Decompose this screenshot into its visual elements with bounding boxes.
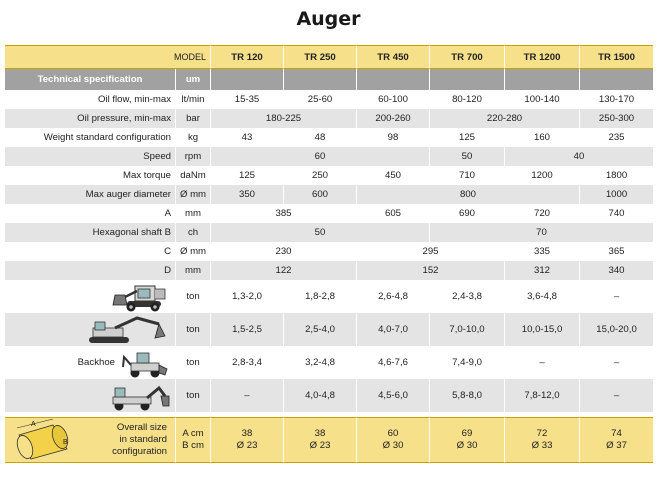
size-b: Ø 37 <box>606 440 627 451</box>
cell-value: 1,3-2,0 <box>210 280 283 313</box>
specification-table <box>5 45 653 463</box>
cell-value: 43 <box>210 128 283 147</box>
row-label: D <box>5 261 175 280</box>
row-unit: rpm <box>175 147 210 166</box>
cell-value: 130-170 <box>579 90 653 109</box>
size-a: 60 <box>387 428 399 439</box>
spec-header-row <box>5 69 653 90</box>
row-label: Max auger diameter <box>5 185 175 204</box>
cell-value: 122 <box>210 261 356 280</box>
size-cell <box>504 417 579 463</box>
cell-value: 1200 <box>504 166 579 185</box>
table-row-d <box>5 261 653 280</box>
table-row-max-torque <box>5 166 653 185</box>
size-cell <box>210 417 283 463</box>
size-b: Ø 23 <box>236 440 258 451</box>
cell-value: 235 <box>579 128 653 147</box>
cell-value: 690 <box>429 204 504 223</box>
model-tr-1500: TR 1500 <box>579 45 653 69</box>
cell-value: 340 <box>579 261 653 280</box>
cell-value: 250 <box>283 166 356 185</box>
cell-value: 100-140 <box>504 90 579 109</box>
table-row-skid-steer <box>5 280 653 313</box>
cell-value: 335 <box>504 242 579 261</box>
cell-value: 1,8-2,8 <box>283 280 356 313</box>
cell-value: – <box>579 280 653 313</box>
table-row-hexagonal-shaft <box>5 223 653 242</box>
cell-value: 50 <box>210 223 429 242</box>
row-label: Oil pressure, min-max <box>5 109 175 128</box>
size-a: 74 <box>611 428 622 439</box>
row-unit: ton <box>175 313 210 346</box>
table-row-telehandler <box>5 379 653 412</box>
cell-value: 312 <box>504 261 579 280</box>
unit-a-cm: A cm <box>182 428 204 439</box>
row-label: Hexagonal shaft B <box>5 223 175 242</box>
row-unit: ch <box>175 223 210 242</box>
cell-value: 605 <box>356 204 429 223</box>
row-unit: ton <box>175 280 210 313</box>
cell-value: 740 <box>579 204 653 223</box>
cell-value: 350 <box>210 185 283 204</box>
model-label: MODEL <box>5 45 210 69</box>
cell-value: 7,0-10,0 <box>429 313 504 346</box>
cell-value: 10,0-15,0 <box>504 313 579 346</box>
cell-value: 80-120 <box>429 90 504 109</box>
cell-value: 180-225 <box>210 109 356 128</box>
cell-value: 7,8-12,0 <box>504 379 579 412</box>
size-a: 38 <box>314 428 326 439</box>
cell-value: 365 <box>579 242 653 261</box>
cell-value: 98 <box>356 128 429 147</box>
cell-value: 4,0-7,0 <box>356 313 429 346</box>
row-unit: lt/min <box>175 90 210 109</box>
size-cell <box>283 417 356 463</box>
backhoe-loader-icon <box>121 347 171 379</box>
cylinder-label-a: A <box>31 421 36 428</box>
row-label: Backhoe <box>77 357 115 368</box>
table-row-c <box>5 242 653 261</box>
cell-value: 2,4-3,8 <box>429 280 504 313</box>
cell-value: 5,8-8,0 <box>429 379 504 412</box>
row-unit: kg <box>175 128 210 147</box>
cell-value: 152 <box>356 261 504 280</box>
row-unit: daNm <box>175 166 210 185</box>
cell-value: 800 <box>356 185 579 204</box>
cell-value: 220-280 <box>429 109 579 128</box>
cell-value: 4,6-7,6 <box>356 346 429 379</box>
model-tr-1200: TR 1200 <box>504 45 579 69</box>
size-cell <box>579 417 653 463</box>
cell-value: 3,6-4,8 <box>504 280 579 313</box>
cell-value: 1,5-2,5 <box>210 313 283 346</box>
cell-value: 2,8-3,4 <box>210 346 283 379</box>
overall-size-label: in standard <box>119 434 167 445</box>
cell-value: 70 <box>429 223 653 242</box>
cell-value: 48 <box>283 128 356 147</box>
cell-value: 160 <box>504 128 579 147</box>
cell-value: 60 <box>210 147 429 166</box>
overall-size-label: configuration <box>112 446 167 457</box>
cell-value: – <box>210 379 283 412</box>
spec-header-um: um <box>175 69 210 90</box>
cell-value: 230 <box>210 242 356 261</box>
model-header-row <box>5 45 653 69</box>
size-a: 72 <box>536 428 548 439</box>
cell-value: 60-100 <box>356 90 429 109</box>
size-b: Ø 30 <box>382 440 404 451</box>
size-cell <box>356 417 429 463</box>
table-row-excavator <box>5 313 653 346</box>
model-tr-120: TR 120 <box>210 45 283 69</box>
cell-value: 250-300 <box>579 109 653 128</box>
row-unit: ton <box>175 379 210 412</box>
cell-value: – <box>504 346 579 379</box>
model-tr-700: TR 700 <box>429 45 504 69</box>
cell-value: 2,5-4,0 <box>283 313 356 346</box>
page-title: Auger <box>296 8 361 30</box>
cell-value: 2,6-4,8 <box>356 280 429 313</box>
cell-value: – <box>579 379 653 412</box>
cell-value: – <box>579 346 653 379</box>
table-row-weight <box>5 128 653 147</box>
table-row-speed <box>5 147 653 166</box>
cell-value: 40 <box>504 147 653 166</box>
cell-value: 125 <box>210 166 283 185</box>
row-label: Weight standard configuration <box>5 128 175 147</box>
cylinder-label-b: B <box>63 439 68 446</box>
size-a: 69 <box>461 428 473 439</box>
size-b: Ø 23 <box>309 440 331 451</box>
cell-value: 600 <box>283 185 356 204</box>
row-label: A <box>5 204 175 223</box>
cell-value: 15,0-20,0 <box>579 313 653 346</box>
cell-value: 295 <box>356 242 504 261</box>
row-unit: Ø mm <box>175 242 210 261</box>
cell-value: 4,5-6,0 <box>356 379 429 412</box>
size-a: 38 <box>241 428 253 439</box>
telehandler-icon <box>5 379 175 412</box>
row-unit: ton <box>175 346 210 379</box>
cell-value: 50 <box>429 147 504 166</box>
row-label: Max torque <box>5 166 175 185</box>
row-unit: mm <box>175 204 210 223</box>
row-label: C <box>5 242 175 261</box>
excavator-icon <box>5 313 175 346</box>
cell-value: 200-260 <box>356 109 429 128</box>
row-unit: bar <box>175 109 210 128</box>
table-row-oil-pressure <box>5 109 653 128</box>
cell-value: 125 <box>429 128 504 147</box>
overall-size-row <box>5 417 653 463</box>
cell-value: 1000 <box>579 185 653 204</box>
size-b: Ø 33 <box>531 440 553 451</box>
row-unit: mm <box>175 261 210 280</box>
row-label: Oil flow, min-max <box>5 90 175 109</box>
overall-size-label: Overall size <box>116 422 167 433</box>
model-tr-450: TR 450 <box>356 45 429 69</box>
spec-header-label: Technical specification <box>5 69 175 90</box>
row-label: Speed <box>5 147 175 166</box>
cell-value: 720 <box>504 204 579 223</box>
cell-value: 450 <box>356 166 429 185</box>
table-row-oil-flow <box>5 90 653 109</box>
unit-b-cm: B cm <box>182 440 204 451</box>
cylinder-dimension-icon <box>11 419 73 461</box>
cell-value: 25-60 <box>283 90 356 109</box>
cell-value: 15-35 <box>210 90 283 109</box>
table-row-backhoe <box>5 346 653 379</box>
row-unit: Ø mm <box>175 185 210 204</box>
cell-value: 385 <box>210 204 356 223</box>
cell-value: 1800 <box>579 166 653 185</box>
cell-value: 710 <box>429 166 504 185</box>
table-row-max-auger-diameter <box>5 185 653 204</box>
cell-value: 7,4-9,0 <box>429 346 504 379</box>
model-tr-250: TR 250 <box>283 45 356 69</box>
cell-value: 3,2-4,8 <box>283 346 356 379</box>
skid-steer-loader-icon <box>5 280 175 313</box>
cell-value: 4,0-4,8 <box>283 379 356 412</box>
table-row-a <box>5 204 653 223</box>
size-cell <box>429 417 504 463</box>
size-b: Ø 30 <box>456 440 478 451</box>
